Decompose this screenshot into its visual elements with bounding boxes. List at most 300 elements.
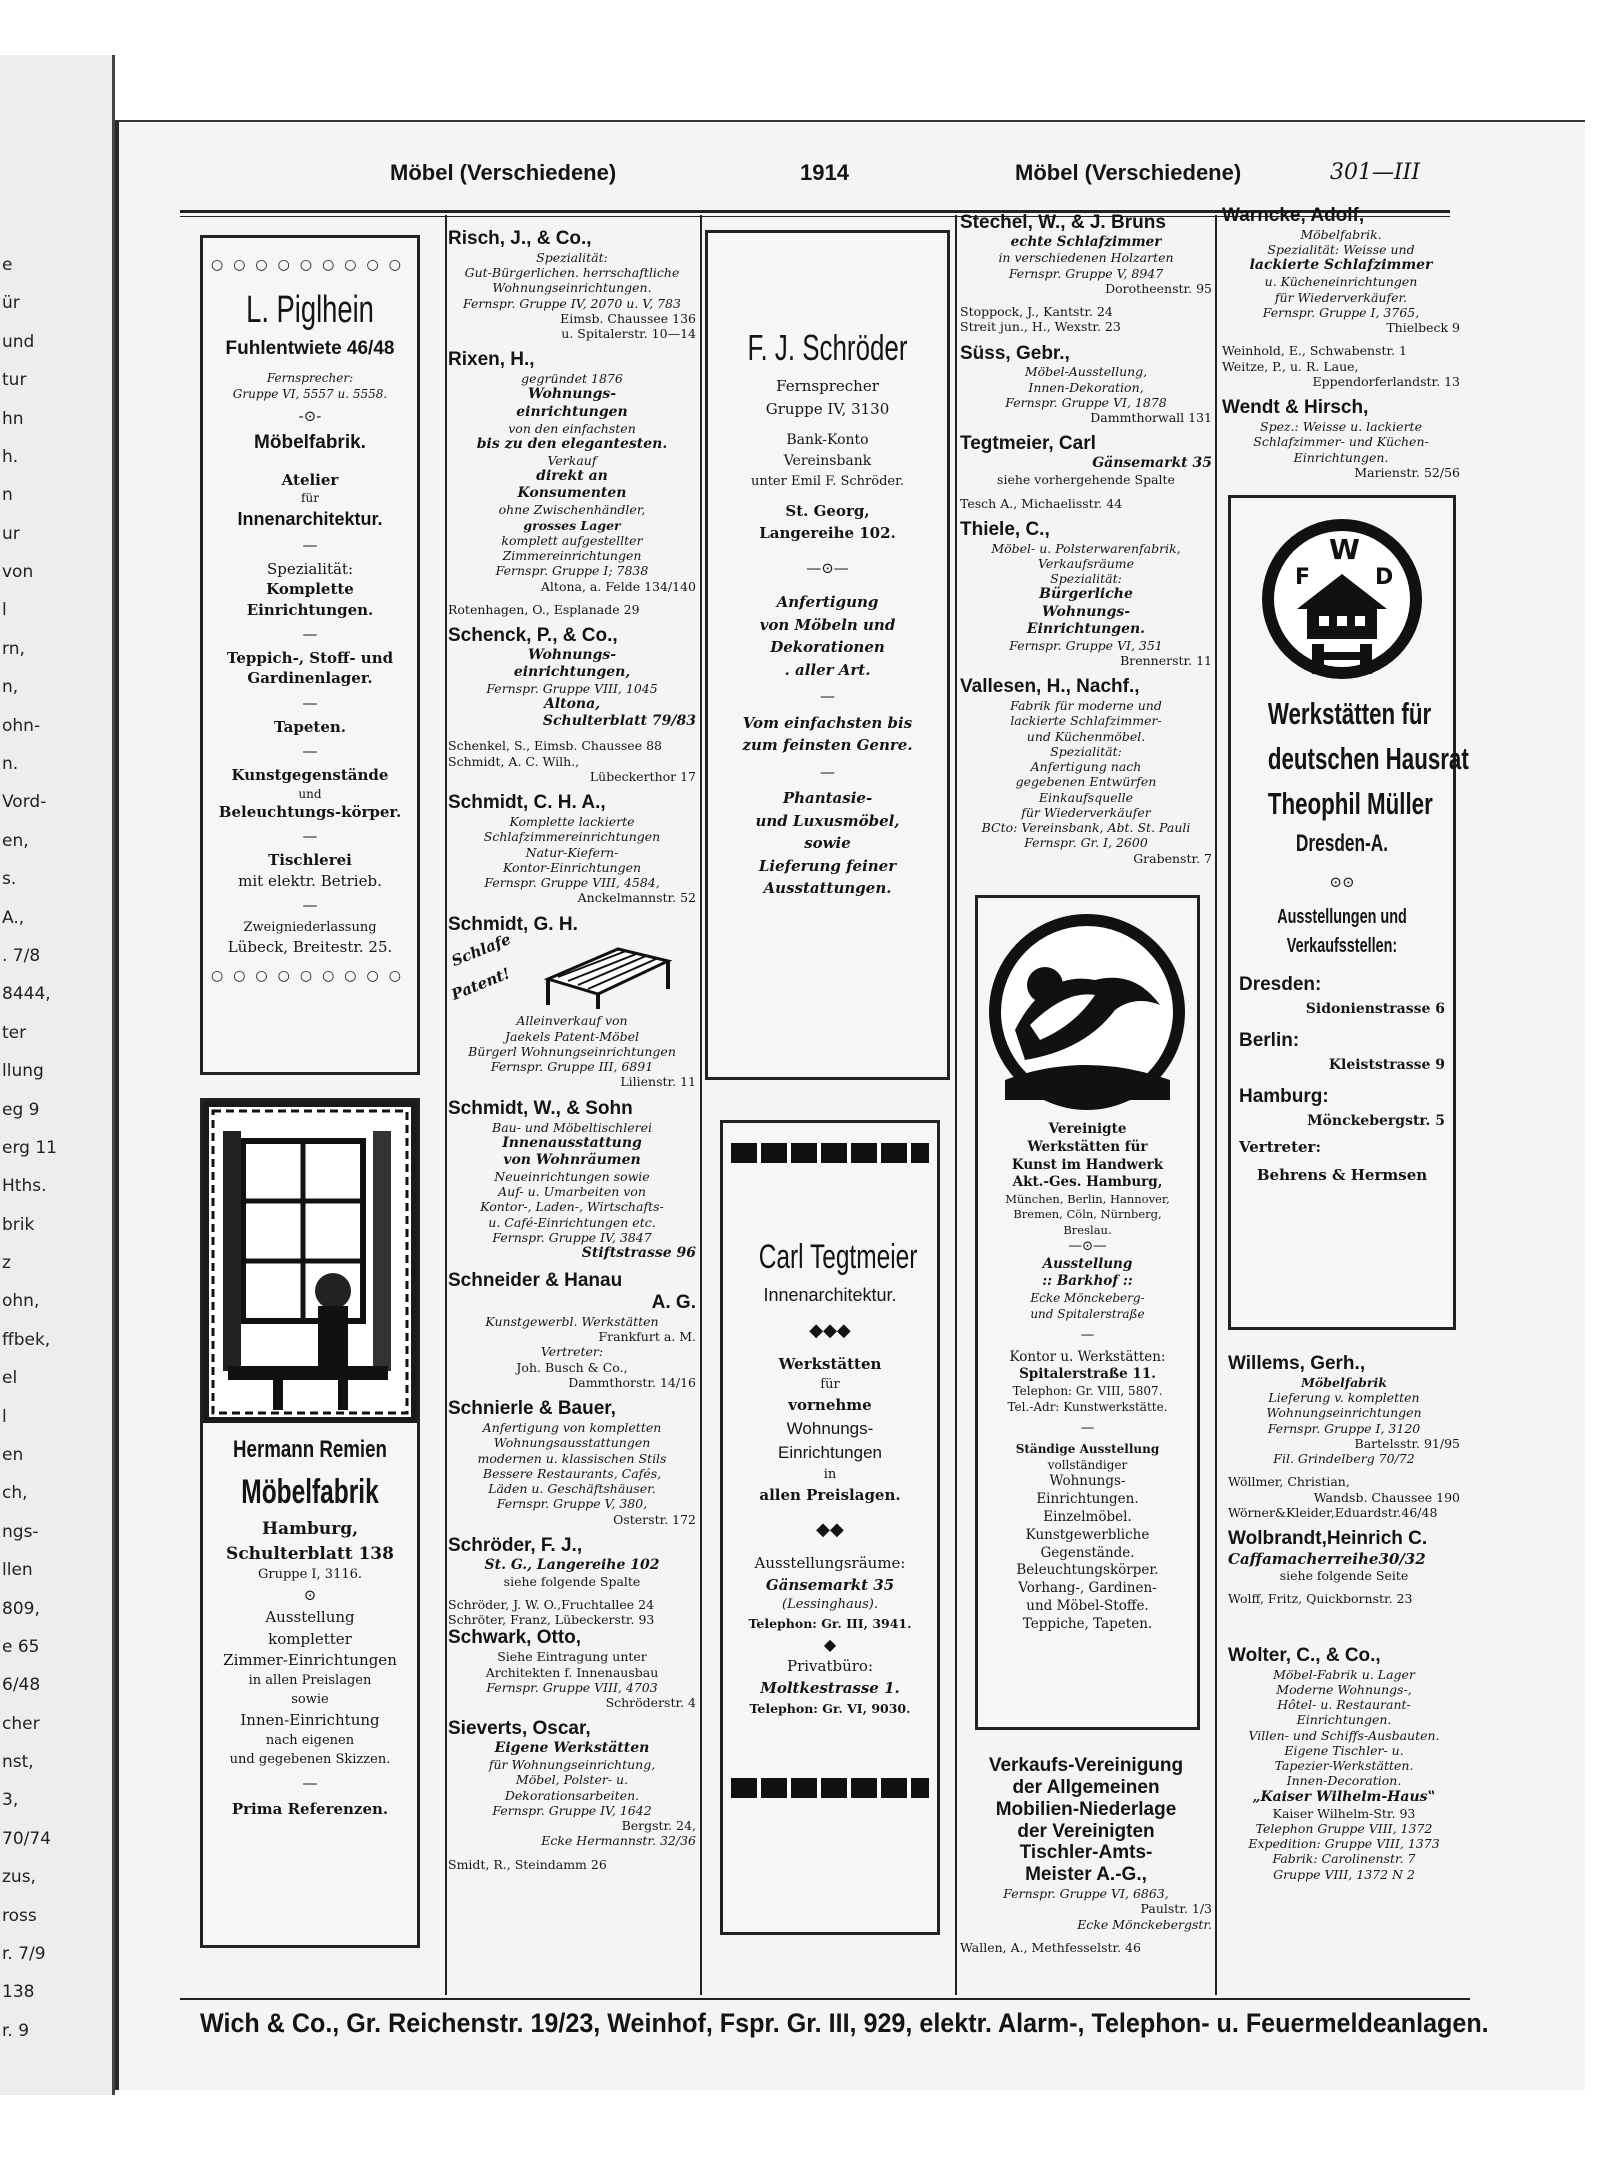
ad-line: allen Preislagen.	[759, 1485, 901, 1504]
ad-line: Langereihe 102.	[759, 524, 896, 542]
listing-entry	[960, 676, 1212, 866]
left-page-fragment: l	[2, 1406, 7, 1427]
ad-line: Wohnungs-	[1049, 1473, 1126, 1490]
entry-line: Jaekels Patent-Möbel	[505, 1028, 639, 1044]
logo-text: Schlafe	[448, 930, 514, 971]
entry-line: Fernspr. Gruppe V, 8947	[1008, 265, 1164, 281]
entry-name: Vallesen, H., Nachf.,	[960, 676, 1140, 698]
entry-line: Möbel- u. Polsterwarenfabrik,	[991, 540, 1181, 556]
listing-entry	[1228, 1528, 1460, 1583]
entry-line: in verschiedenen Holzarten	[998, 250, 1174, 266]
left-page-fragment: 8444,	[2, 984, 51, 1005]
entry-line: Fernspr. Gruppe IV, 3847	[492, 1229, 652, 1245]
ad-line: Mönckebergstr. 5	[1307, 1112, 1445, 1129]
window-illustration	[203, 1101, 417, 1423]
ad-line: vornehme	[788, 1396, 872, 1415]
entry-line: Dammthorstr. 14/16	[568, 1374, 696, 1390]
listing-line: Schmidt, A. C. Wilh.,	[448, 753, 580, 769]
entry-line: von den einfachsten	[508, 420, 636, 436]
ad-line: zum feinsten Genre.	[742, 736, 913, 754]
ad-line: Gegenstände.	[1040, 1544, 1135, 1561]
entry-line: Ecke Hermannstr. 32/36	[541, 1833, 696, 1849]
ad-line: Kunstgewerbliche	[1025, 1526, 1150, 1543]
entry-line: Caffamacherreihe30/32	[1228, 1549, 1426, 1568]
ad-phone-label: Fernsprecher:	[266, 370, 354, 385]
entry-line: Frankfurt a. M.	[598, 1329, 696, 1345]
entry-line: Fernspr. Gruppe III, 6891	[490, 1059, 654, 1075]
ad-line: sowie	[291, 1692, 329, 1708]
entry-line: Fernspr. Gruppe I, 3120	[1267, 1420, 1421, 1436]
ad-line: nach eigenen	[265, 1732, 355, 1748]
ad-line: Kunstgegenstände	[231, 766, 389, 785]
separator: -⊙-	[298, 407, 322, 426]
ad-line: Behrens & Hermsen	[1256, 1165, 1428, 1184]
fwd-house-logo	[1257, 514, 1427, 684]
left-page-fragment: rn,	[2, 638, 25, 659]
ad-line: Anfertigung	[776, 593, 879, 611]
entry-line: Schlafzimmereinrichtungen	[483, 829, 661, 845]
listing-entry	[448, 228, 696, 341]
ad-line: und	[298, 786, 322, 801]
entry-line: Konsumenten	[517, 485, 627, 502]
entry-line: Kaiser Wilhelm-Str. 93	[1272, 1805, 1416, 1821]
entry-line: Eigene Werkstätten	[494, 1740, 650, 1757]
ad-line: St. Georg,	[785, 501, 870, 520]
entry-line: Architekten f. Innenausbau	[485, 1664, 659, 1680]
ad-line: . aller Art.	[784, 660, 871, 679]
ad-schroeder: F. J. Schröder Fernsprecher Gruppe IV, 3130 Bank-Konto Vereinsbank unter Emil F. Schröder. St. Georg, Langereihe 102. —⊙— Anfertigung von Möbeln und Dekorationen . aller Art. — Vom einfachsten bis zum feinsten Genre. — Phantasie- und Luxusmöbel, sowie Lieferung feiner Ausstattungen.	[705, 230, 950, 1080]
ad-line: Moltkestrasse 1.	[760, 1679, 900, 1698]
entry-line: Möbelfabrik	[1301, 1374, 1387, 1390]
entry-line: Fil. Grindelberg 70/72	[1273, 1451, 1415, 1467]
left-page-fragment: el	[2, 1368, 18, 1389]
entry-line: Mobilien-Niederlage	[995, 1798, 1177, 1820]
entry-line: Dekorationsarbeiten.	[504, 1787, 640, 1803]
ad-line: Werkstätten für	[1267, 696, 1432, 731]
entry-line: Fernspr. Gruppe VIII, 4584,	[484, 875, 660, 891]
header-year: 1914	[800, 160, 849, 185]
entry-name: Sieverts, Oscar,	[448, 1718, 591, 1740]
entry-name: Schmidt, G. H.	[448, 913, 578, 935]
logo-letter-d: D	[1375, 565, 1394, 590]
left-page-fragment: ross	[2, 1905, 37, 1926]
ad-line: Werkstätten für	[1027, 1138, 1148, 1155]
column-divider	[1215, 215, 1217, 1995]
ad-line: Teppiche, Tapeten.	[1022, 1615, 1153, 1632]
entry-line: Innen-Decoration.	[1286, 1773, 1402, 1789]
ad-line: Privatbüro:	[786, 1657, 874, 1676]
ad-line: Wohnungs-	[786, 1418, 874, 1438]
left-page-fragment: r. 9	[2, 2020, 30, 2041]
entry-line: Bergstr. 24,	[621, 1818, 696, 1834]
left-page-fragment: n	[2, 485, 13, 506]
listing-line: Wandsb. Chaussee 190	[1313, 1489, 1460, 1505]
entry-line: Fernspr. Gruppe V, 380,	[496, 1496, 648, 1512]
ad-line: Lübeck, Breitestr. 25.	[227, 937, 393, 956]
entry-line: Bürgerliche	[1039, 586, 1133, 603]
page-header	[180, 160, 1460, 204]
ad-subtitle: Innenarchitektur.	[763, 1285, 897, 1306]
ad-line: Einrichtungen.	[1036, 1491, 1139, 1508]
entry-line: Gut-Bürgerlichen. herrschaftliche	[464, 265, 680, 281]
entry-line: Wohnungseinrichtungen.	[492, 280, 652, 296]
entry-line: Moderne Wohnungs-,	[1276, 1681, 1412, 1697]
listing-entry	[448, 625, 696, 730]
entry-line: Möbelfabrik.	[1300, 226, 1382, 242]
ad-line: Ausstellungen und	[1277, 906, 1407, 929]
listing-entry	[448, 1627, 696, 1710]
ad-line: Gruppe I, 3116.	[257, 1567, 363, 1583]
entry-line: einrichtungen,	[513, 664, 631, 680]
ad-line: Zimmer-Einrichtungen	[223, 1651, 397, 1670]
left-page-fragment: llen	[2, 1560, 33, 1581]
left-page-fragment: von	[2, 562, 34, 583]
ad-line: Dresden-A.	[1295, 829, 1389, 857]
entry-line: Tischler-Amts-	[1019, 1842, 1153, 1864]
entry-line: Ecke Mönckebergstr.	[1077, 1916, 1212, 1932]
left-page-fragment: brik	[2, 1214, 35, 1235]
ornament-border	[731, 1778, 929, 1798]
listing-line: Schröder, J. W. O.,Fruchtallee 24	[448, 1596, 655, 1612]
ad-line: Theophil Müller	[1267, 785, 1433, 821]
entry-line: Schlafzimmer- und Küchen-	[1253, 434, 1429, 450]
entry-line: Joh. Busch & Co.,	[516, 1359, 628, 1375]
ad-line: Vorhang-, Gardinen-	[1018, 1580, 1157, 1597]
ad-title: Carl Tegtmeier	[758, 1238, 918, 1276]
ad-line: Vom einfachsten bis	[742, 713, 913, 732]
ad-line: Phantasie-	[782, 789, 873, 807]
column-divider	[955, 215, 957, 1995]
entry-name: Wolbrandt,Heinrich C.	[1228, 1528, 1428, 1550]
entry-line: Gänsemarkt 35	[1092, 455, 1212, 472]
ad-line: Telephon: Gr. VIII, 5807.	[1012, 1384, 1163, 1399]
left-page-fragment: ur	[2, 523, 20, 544]
ad-line: für	[820, 1377, 840, 1393]
separator: ⊙⊙	[1329, 872, 1355, 891]
ad-line: Gänsemarkt 35	[765, 1575, 895, 1594]
listing-entry	[448, 1718, 696, 1848]
entry-line: Spezialität:	[1050, 743, 1122, 759]
listing-entry	[448, 914, 696, 1090]
ad-line: für	[301, 491, 319, 506]
entry-line: der Vereinigten	[1017, 1820, 1155, 1842]
ad-line: Vereinigte	[1048, 1121, 1127, 1137]
listing-line: Smidt, R., Steindamm 26	[448, 1856, 607, 1872]
entry-name: Schenck, P., & Co.,	[448, 625, 618, 647]
ad-line: Akt.-Ges. Hamburg,	[1012, 1174, 1163, 1191]
listing-entry	[960, 519, 1212, 668]
ad-line: Bremen, Cöln, Nürnberg,	[1013, 1207, 1162, 1222]
entry-line: Tapezier-Werkstätten.	[1274, 1758, 1414, 1774]
entry-line: Wohnungs-	[527, 646, 617, 663]
listing-entry	[960, 343, 1212, 426]
entry-name: Stechel, W., & J. Bruns	[960, 212, 1166, 233]
column-divider	[445, 215, 447, 1995]
entry-name: A. G.	[651, 1292, 696, 1314]
listing-entry	[448, 1535, 696, 1589]
listing-line: Wörner&Kleider,Eduardstr.46/48	[1228, 1504, 1438, 1520]
entry-line: Altona,	[543, 696, 601, 713]
ornament-dots: ○○○○○○○○○	[211, 967, 411, 984]
entry-name: Schnierle & Bauer,	[448, 1398, 616, 1420]
ad-line: deutschen Hausrat	[1267, 740, 1469, 776]
entry-line: Fernspr. Gruppe VI, 1878	[1005, 394, 1167, 410]
entry-line: gegründet 1876	[521, 371, 623, 387]
entry-line: Fabrik: Carolinenstr. 7	[1272, 1851, 1416, 1867]
ad-line: (Lessinghaus).	[782, 1597, 878, 1613]
entry-line: Innen-Dekoration,	[1028, 379, 1144, 395]
separator: ⊙	[303, 1586, 317, 1605]
ad-line: Beleuchtungskörper.	[1016, 1562, 1159, 1579]
entry-line: „Kaiser Wilhelm-Haus‟	[1252, 1788, 1436, 1805]
ad-line: Komplette Einrichtungen.	[246, 580, 374, 619]
left-page-fragment: 3,	[2, 1790, 19, 1811]
entry-line: Schulterblatt 79/83	[542, 713, 696, 730]
entry-line: Fernspr. Gruppe VIII, 1045	[486, 681, 658, 697]
diamond-ornament: ◆◆◆	[809, 1320, 851, 1342]
bird-emblem	[985, 910, 1190, 1115]
listing-line: Wöllmer, Christian,	[1228, 1474, 1350, 1490]
left-page-fragment: n,	[2, 677, 19, 698]
ad-line: Fernsprecher	[776, 377, 879, 395]
logo-text: Patent!	[448, 964, 513, 1005]
ad-line: Bank-Konto	[786, 432, 869, 448]
entry-line: von Wohnräumen	[503, 1151, 641, 1168]
entry-line: für Wohnungseinrichtung,	[488, 1757, 656, 1773]
entry-line: Kontor-, Laden-, Wirtschafts-	[480, 1199, 664, 1215]
entry-line: Gruppe VIII, 1372 N 2	[1273, 1866, 1415, 1882]
entry-line: lackierte Schlafzimmer	[1249, 257, 1433, 274]
diamond-ornament: ◆	[823, 1635, 837, 1655]
ad-line: Verkaufsstellen:	[1286, 935, 1398, 958]
entry-name: Willems, Gerh.,	[1228, 1353, 1366, 1374]
left-page-fragment: ter	[2, 1022, 27, 1043]
ad-line: Tel.-Adr: Kunstwerkstätte.	[1007, 1400, 1168, 1415]
entry-line: Fernspr. Gruppe I, 3765,	[1262, 304, 1420, 320]
ad-line: Einzelmöbel.	[1043, 1509, 1132, 1526]
entry-line: Neueinrichtungen sowie	[494, 1168, 650, 1184]
entry-line: echte Schlafzimmer	[1010, 233, 1162, 250]
listing-line: Eppendorferlandstr. 13	[1312, 373, 1460, 389]
ad-line: Zweigniederlassung	[243, 920, 377, 936]
ad-line: Vertreter:	[1239, 1137, 1321, 1156]
left-page-fragment: ür	[2, 293, 20, 314]
bed-illustration	[448, 930, 696, 1013]
left-page-fragment: erg 11	[2, 1137, 57, 1158]
entry-line: Stiftstrasse 96	[581, 1245, 696, 1262]
entry-name: Süss, Gebr.,	[960, 342, 1070, 364]
ad-line: unter Emil F. Schröder.	[750, 474, 905, 489]
entry-line: Altona, a. Felde 134/140	[540, 578, 696, 594]
left-page-fragment: ohn-	[2, 715, 41, 736]
page-number: 301—III	[1330, 160, 1421, 185]
entry-line: Anfertigung von kompletten	[482, 1420, 662, 1436]
ad-line: Ausstellung	[1042, 1255, 1133, 1272]
left-page-fragment: eg 9	[2, 1099, 40, 1120]
entry-line: Vertreter:	[540, 1344, 604, 1360]
left-page-fragment: l	[2, 600, 7, 621]
entry-line: Möbel, Polster- u.	[515, 1772, 629, 1788]
left-page-fragment: nst,	[2, 1752, 34, 1773]
entry-line: Natur-Kiefern-	[525, 844, 619, 860]
ad-line: Ständige Ausstellung	[1015, 1441, 1160, 1456]
listing-column-5-bottom	[1228, 1353, 1460, 1890]
ornament-dots: ○○○○○○○○○	[211, 257, 411, 273]
entry-line: Kontor-Einrichtungen	[502, 859, 642, 875]
entry-line: ohne Zwischenhändler,	[498, 502, 646, 518]
entry-line: Bessere Restaurants, Cafés,	[482, 1465, 662, 1481]
entry-line: lackierte Schlafzimmer-	[1010, 713, 1162, 729]
left-page-fragment: llung	[2, 1061, 44, 1082]
entry-line: Verkaufsräume	[1037, 555, 1135, 571]
left-page-fragment: en,	[2, 830, 29, 851]
ad-line: und Möbel-Stoffe.	[1026, 1598, 1149, 1615]
entry-name: Thiele, C.,	[960, 518, 1050, 540]
entry-line: grosses Lager	[523, 517, 621, 533]
entry-line: u. Café-Einrichtungen etc.	[488, 1214, 656, 1230]
entry-line: Lilienstr. 11	[620, 1074, 696, 1090]
entry-line: Grabenstr. 7	[1133, 850, 1212, 866]
entry-line: Einrichtungen.	[1296, 1712, 1392, 1728]
entry-line: BCto: Vereinsbank, Abt. St. Pauli	[981, 820, 1191, 835]
entry-line: Bau- und Möbeltischlerei	[492, 1119, 652, 1135]
entry-line: Wohnungsausstattungen	[493, 1435, 651, 1451]
entry-line: Fernspr. Gruppe IV, 2070 u. V, 783	[463, 295, 681, 311]
separator: —⊙—	[1068, 1237, 1107, 1254]
ad-title: Hermann Remien	[233, 1436, 387, 1463]
entry-line: Eimsb. Chaussee 136	[560, 310, 696, 326]
listing-entry	[1228, 1353, 1460, 1466]
header-right: Möbel (Verschiedene)	[1015, 160, 1242, 185]
entry-line: Schröderstr. 4	[605, 1695, 696, 1711]
entry-line: Anfertigung nach	[1030, 759, 1142, 774]
left-page-fragment: . 7/8	[2, 945, 41, 966]
ad-line: Innen-Einrichtung	[240, 1710, 380, 1729]
left-page-fragment: 70/74	[2, 1828, 51, 1849]
entry-line: Lieferung v. kompletten	[1268, 1390, 1420, 1406]
entry-line: St. G., Langereihe 102	[484, 1556, 660, 1573]
ad-title: F. J. Schröder	[747, 327, 908, 368]
ad-line: Dresden:	[1239, 974, 1322, 996]
entry-line: Zimmereinrichtungen	[502, 548, 642, 564]
entry-line: siehe folgende Spalte	[503, 1573, 641, 1589]
ad-line: mit elektr. Betrieb.	[238, 871, 382, 890]
listing-entry	[960, 1755, 1212, 1932]
listing-line: Rotenhagen, O., Esplanade 29	[448, 601, 640, 617]
entry-line: für Wiederverkäufer.	[1274, 289, 1408, 305]
listing-line: Wolff, Fritz, Quickbornstr. 23	[1228, 1591, 1413, 1607]
entry-name: Rixen, H.,	[448, 349, 535, 371]
ad-type: Möbelfabrik	[241, 1472, 379, 1511]
left-page-fragment: zus,	[2, 1867, 36, 1888]
ad-line: Kontor u. Werkstätten:	[1009, 1348, 1166, 1365]
left-page-fragment: 6/48	[2, 1675, 41, 1696]
ad-line: Ausstellungsräume:	[754, 1553, 906, 1572]
left-page-fragment: Hths.	[2, 1176, 47, 1197]
left-page-fragment: ngs-	[2, 1521, 39, 1542]
ad-line: :: Barkhof ::	[1042, 1273, 1133, 1290]
ad-line: Prima Referenzen.	[231, 1800, 389, 1819]
listing-line: Lübeckerthor 17	[589, 768, 696, 784]
entry-name: Schmidt, C. H. A.,	[448, 792, 606, 814]
ad-line: und Spitalerstraße	[1030, 1307, 1145, 1322]
listing-column-5	[1222, 205, 1460, 488]
ad-line: Lieferung feiner	[758, 856, 897, 875]
ad-line: Breslau.	[1063, 1222, 1112, 1237]
entry-name: Schwark, Otto,	[448, 1627, 582, 1649]
ad-line: von Möbeln und	[759, 615, 896, 634]
ad-line: Spezialität:	[266, 560, 354, 579]
ad-line: vollständiger	[1047, 1457, 1128, 1472]
entry-line: siehe folgende Seite	[1279, 1568, 1409, 1584]
ad-line: Teppich-, Stoff- und Gardinenlager.	[226, 649, 394, 688]
entry-line: Einkaufsquelle	[1038, 789, 1134, 805]
entry-line: bis zu den elegantesten.	[476, 435, 668, 452]
entry-line: Dorotheenstr. 95	[1105, 280, 1212, 296]
entry-name: Schmidt, W., & Sohn	[448, 1097, 633, 1119]
entry-line: Fabrik für moderne und	[1010, 698, 1162, 713]
entry-line: Spezialität: Weisse und	[1267, 242, 1415, 258]
listing-entry	[448, 1270, 696, 1390]
entry-line: Fernspr. Gr. I, 2600	[1024, 835, 1148, 851]
listing-entry	[448, 792, 696, 905]
entry-name: Schröder, F. J.,	[448, 1534, 583, 1556]
ad-line: Einrichtungen	[778, 1443, 882, 1463]
entry-name: Verkaufs-Vereinigung	[988, 1755, 1184, 1776]
diamond-ornament: ◆◆	[816, 1518, 844, 1540]
entry-line: Siehe Eintragung unter	[497, 1649, 647, 1665]
ad-line: Ausstattungen.	[763, 879, 892, 897]
ad-line: kompletter	[268, 1629, 352, 1648]
left-page-fragment: A.,	[2, 907, 25, 928]
column-divider	[700, 215, 702, 1995]
ad-line: und Luxusmöbel,	[755, 811, 900, 830]
ad-tegtmeier	[720, 1120, 940, 1935]
bed-icon	[538, 939, 678, 1011]
ad-vereinigte: Vereinigte Werkstätten für Kunst im Handwerk Akt.-Ges. Hamburg, München, Berlin, Hannover, Bremen, Cöln, Nürnberg, Breslau. —⊙— Ausstellung :: Barkhof :: Ecke Mönckeberg- und Spitalerstraße — Kontor u. Werkstätten: Spitalerstraße 11. Telephon: Gr. VIII, 5807. Tel.-Adr: Kunstwerkstätte. — Ständige Ausstellung vollständiger Wohnungs- Einrichtungen. Einzelmöbel. Kunstgewerbliche Gegenstände. Beleuchtungskörper. Vorhang-, Gardinen- und Möbel-Stoffe. Teppiche, Tapeten.	[975, 895, 1200, 1730]
ad-line: Innenarchitektur.	[237, 508, 383, 529]
entry-line: direkt an	[536, 468, 608, 485]
ad-line: Hamburg:	[1239, 1086, 1329, 1108]
entry-line: Expedition: Gruppe VIII, 1373	[1248, 1836, 1440, 1852]
entry-line: u. Spitalerstr. 10—14	[561, 326, 696, 342]
footer-rule	[180, 1998, 1470, 2000]
ad-line: Tischlerei	[268, 851, 352, 870]
ad-line: Berlin:	[1239, 1030, 1300, 1052]
entry-line: Meister A.-G.,	[1025, 1864, 1147, 1886]
ad-line: Ausstellung	[265, 1607, 355, 1626]
entry-line: Paulstr. 1/3	[1140, 1901, 1212, 1917]
ad-line: Kunst im Handwerk	[1011, 1156, 1164, 1173]
entry-line: Alleinverkauf von	[516, 1013, 628, 1029]
entry-line: Brennerstr. 11	[1120, 652, 1212, 668]
ad-line: Ecke Mönckeberg-	[1030, 1291, 1145, 1306]
ad-remien: Hermann Remien Möbelfabrik Hamburg, Schulterblatt 138 Gruppe I, 3116. ⊙ Ausstellung kompletter Zimmer-Einrichtungen in allen Preislagen sowie Innen-Einrichtung nach eigenen und gegebenen Skizzen. — Prima Referenzen.	[200, 1098, 420, 1948]
entry-line: Fernspr. Gruppe VIII, 4703	[486, 1679, 658, 1695]
listing-entry	[448, 1098, 696, 1263]
left-page-fragment: n.	[2, 754, 19, 775]
ad-line: sowie	[804, 834, 851, 852]
entry-line: Möbel-Ausstellung,	[1024, 364, 1148, 380]
entry-line: Innenausstattung	[502, 1134, 642, 1151]
entry-name: Schneider & Hanau	[448, 1270, 623, 1292]
ad-line: Kleiststrasse 9	[1328, 1056, 1445, 1073]
entry-line: der Allgemeinen	[1012, 1776, 1160, 1798]
listing-entry	[448, 349, 696, 593]
entry-line: Einrichtungen.	[1293, 449, 1389, 465]
left-page-fragment: und	[2, 331, 35, 352]
entry-line: Spezialität:	[536, 249, 608, 265]
